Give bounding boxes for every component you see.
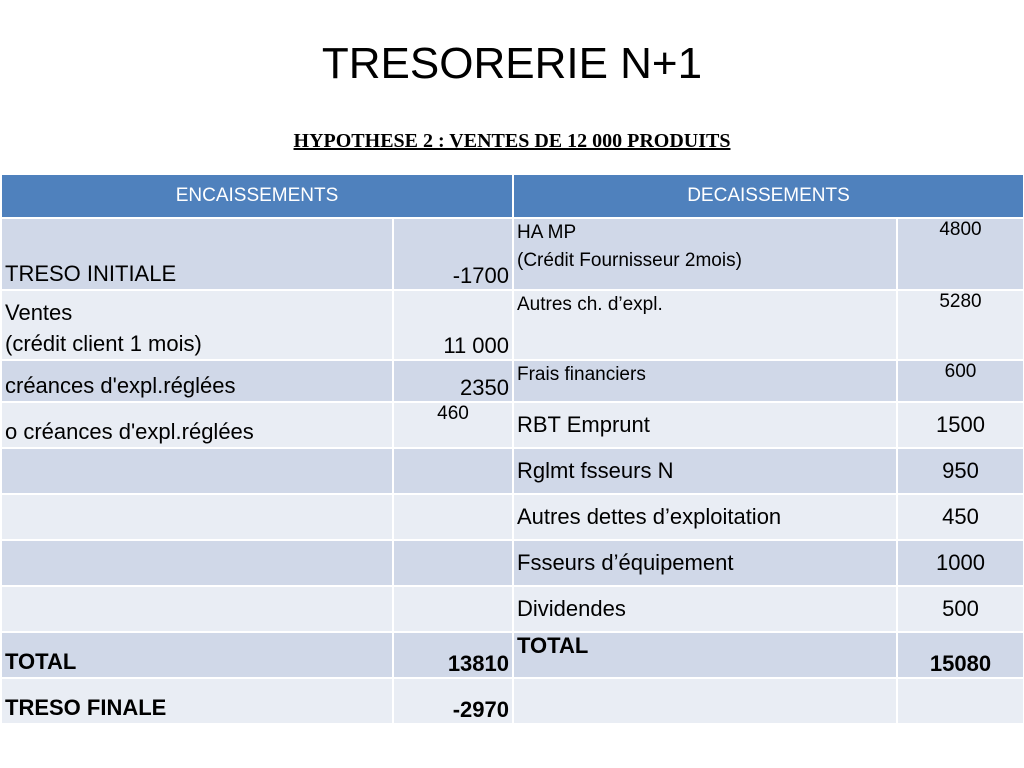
dec-label-line1: HA MP — [517, 222, 577, 243]
slide-title: TRESORERIE N+1 — [321, 39, 703, 88]
enc-amount — [393, 586, 513, 632]
dec-label — [513, 678, 897, 724]
table-row — [1, 540, 1024, 586]
dec-amount: 600 — [897, 360, 1024, 402]
dec-amount: 950 — [897, 448, 1024, 494]
slide-subtitle: HYPOTHESE 2 : VENTES DE 12 000 PRODUITS — [293, 130, 731, 152]
table-row — [1, 586, 1024, 632]
enc-amount — [393, 494, 513, 540]
enc-amount: -1700 — [393, 218, 513, 290]
enc-label — [1, 586, 393, 632]
dec-label: Autres ch. d’expl. — [513, 290, 897, 360]
dec-amount: 4800 — [897, 218, 1024, 290]
table-row — [1, 448, 1024, 494]
enc-amount: 11 000 — [393, 290, 513, 360]
treso-finale-label: TRESO FINALE — [1, 678, 393, 724]
enc-amount: 2350 — [393, 360, 513, 402]
enc-label-line2: (crédit client 1 mois) — [5, 331, 202, 356]
treso-finale-amount: -2970 — [393, 678, 513, 724]
enc-label: créances d'expl.réglées — [1, 360, 393, 402]
enc-amount — [393, 540, 513, 586]
dec-label: Fsseurs d’équipement — [513, 540, 897, 586]
enc-total-amount: 13810 — [393, 632, 513, 678]
enc-label — [1, 290, 393, 360]
table-row — [1, 290, 1024, 360]
table-row-final — [1, 678, 1024, 724]
enc-amount — [393, 448, 513, 494]
enc-amount: 460 — [393, 402, 513, 448]
dec-amount: 5280 — [897, 290, 1024, 360]
dec-amount — [897, 678, 1024, 724]
enc-label — [1, 448, 393, 494]
dec-label-line2: (Crédit Fournisseur 2mois) — [517, 250, 742, 271]
enc-label — [1, 540, 393, 586]
table-row-total — [1, 632, 1024, 678]
enc-label — [1, 494, 393, 540]
dec-amount: 450 — [897, 494, 1024, 540]
dec-label: RBT Emprunt — [513, 402, 897, 448]
enc-label-line1: Ventes — [5, 300, 73, 325]
dec-total-label: TOTAL — [513, 632, 897, 678]
dec-label: Frais financiers — [513, 360, 897, 402]
dec-total-amount: 15080 — [897, 632, 1024, 678]
dec-amount: 1500 — [897, 402, 1024, 448]
encaissements-header: ENCAISSEMENTS — [1, 174, 513, 218]
dec-label: Rglmt fsseurs N — [513, 448, 897, 494]
dec-label: Dividendes — [513, 586, 897, 632]
enc-label: o créances d'expl.réglées — [1, 402, 393, 448]
enc-total-label: TOTAL — [1, 632, 393, 678]
treasury-table — [0, 173, 1024, 725]
dec-amount: 1000 — [897, 540, 1024, 586]
table-row — [1, 360, 1024, 402]
enc-label: TRESO INITIALE — [1, 218, 393, 290]
dec-amount: 500 — [897, 586, 1024, 632]
dec-label — [513, 218, 897, 290]
table-row — [1, 402, 1024, 448]
dec-label: Autres dettes d’exploitation — [513, 494, 897, 540]
table-row — [1, 494, 1024, 540]
table-header-row — [1, 174, 1024, 218]
decaissements-header: DECAISSEMENTS — [513, 174, 1024, 218]
table-row — [1, 218, 1024, 290]
